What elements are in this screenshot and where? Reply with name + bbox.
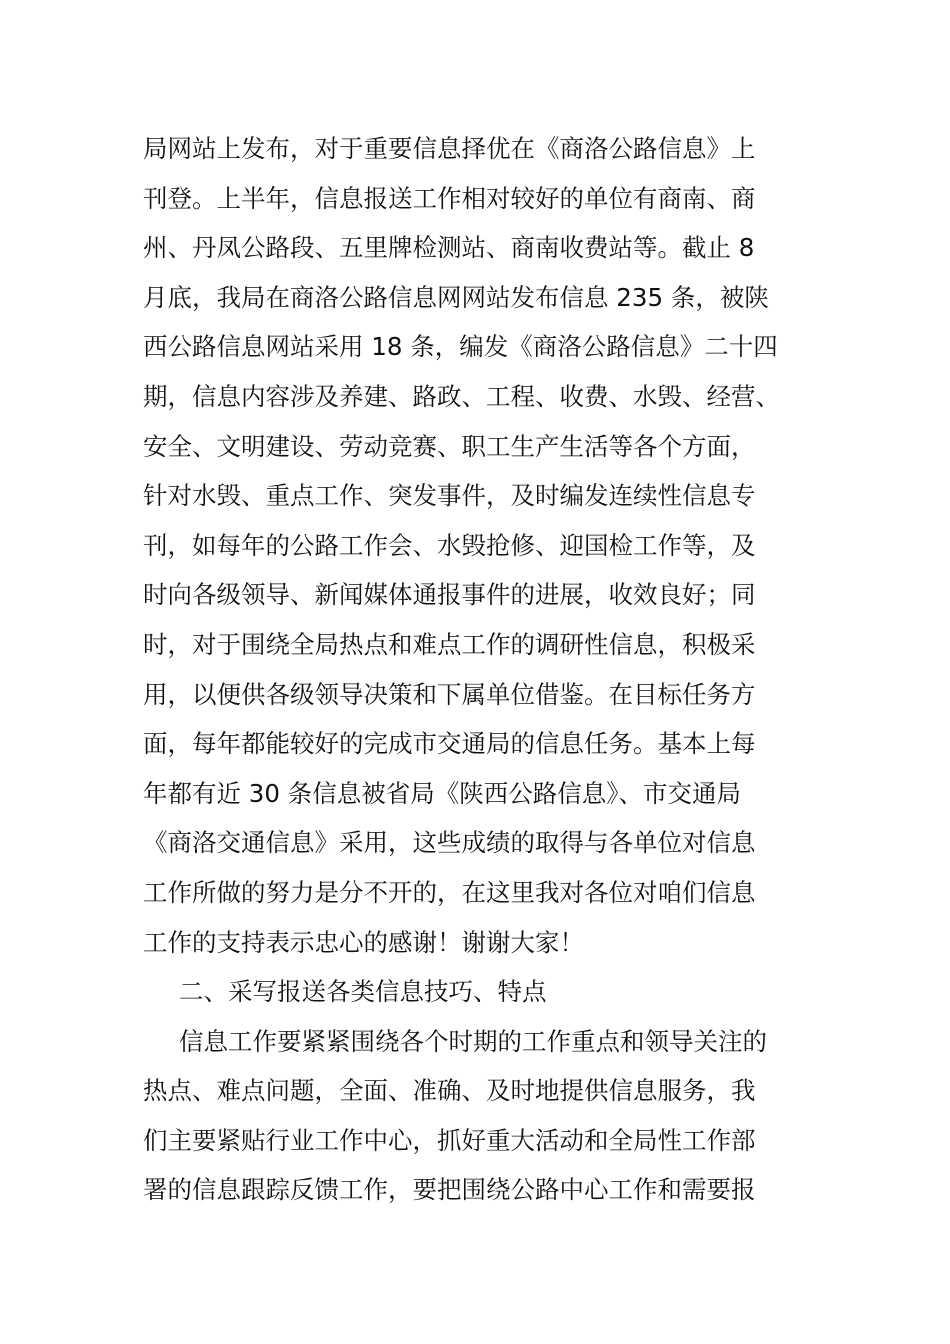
text-line: 月底，我局在商洛公路信息网网站发布信息 235 条，被陕 bbox=[143, 282, 769, 312]
text-line: 署的信息跟踪反馈工作，要把围绕公路中心工作和需要报 bbox=[143, 1175, 756, 1205]
text-line: 期，信息内容涉及养建、路政、工程、收费、水毁、经营、 bbox=[143, 381, 780, 411]
text-line: 工作所做的努力是分不开的，在这里我对各位对咱们信息 bbox=[143, 877, 756, 907]
text-line: 西公路信息网站采用 18 条，编发《商洛公路信息》二十四 bbox=[143, 332, 778, 362]
text-line: 信息工作要紧紧围绕各个时期的工作重点和领导关注的 bbox=[179, 1026, 767, 1056]
text-line: 时向各级领导、新闻媒体通报事件的进展，收效良好；同 bbox=[143, 580, 756, 610]
text-line: 针对水毁、重点工作、突发事件，及时编发连续性信息专 bbox=[143, 481, 756, 511]
text-line: 热点、难点问题，全面、准确、及时地提供信息服务，我 bbox=[143, 1076, 756, 1106]
text-line: 安全、文明建设、劳动竞赛、职工生产生活等各个方面， bbox=[143, 431, 756, 461]
text-line: 年都有近 30 条信息被省局《陕西公路信息》、市交通局 bbox=[143, 778, 741, 808]
text-line: 们主要紧贴行业工作中心，抓好重大活动和全局性工作部 bbox=[143, 1125, 756, 1155]
text-line: 局网站上发布，对于重要信息择优在《商洛公路信息》上 bbox=[143, 134, 756, 163]
text-line: 用，以便供各级领导决策和下属单位借鉴。在目标任务方 bbox=[143, 679, 756, 709]
text-line: 时，对于围绕全局热点和难点工作的调研性信息，积极采 bbox=[143, 629, 756, 659]
body-text bbox=[143, 124, 813, 1215]
text-line: 工作的支持表示忠心的感谢！谢谢大家！ bbox=[143, 927, 584, 957]
text-line: 面，每年都能较好的完成市交通局的信息任务。基本上每 bbox=[143, 729, 756, 759]
text-line: 《商洛交通信息》采用，这些成绩的取得与各单位对信息 bbox=[143, 828, 756, 858]
text-line: 刊，如每年的公路工作会、水毁抢修、迎国检工作等，及 bbox=[143, 530, 756, 560]
text-line: 州、丹凤公路段、五里牌检测站、商南收费站等。截止 8 bbox=[143, 233, 755, 263]
section-heading: 二、采写报送各类信息技巧、特点 bbox=[179, 977, 547, 1007]
text-line: 刊登。上半年，信息报送工作相对较好的单位有商南、商 bbox=[143, 183, 756, 213]
